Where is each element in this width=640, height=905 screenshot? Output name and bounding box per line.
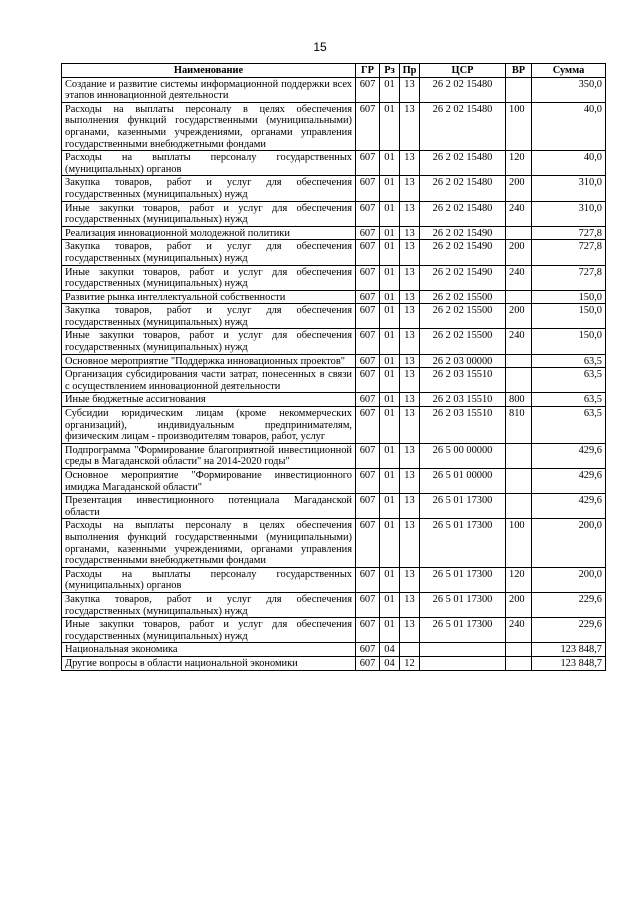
cell-pr: 13 [400, 618, 420, 643]
cell-gr: 607 [356, 290, 380, 304]
cell-rz: 01 [380, 592, 400, 617]
cell-rz: 01 [380, 519, 400, 567]
cell-gr: 607 [356, 643, 380, 657]
table-row [62, 494, 606, 519]
cell-csr: 26 5 01 17300 [420, 567, 506, 592]
table-row [62, 407, 606, 444]
cell-csr: 26 5 01 17300 [420, 519, 506, 567]
cell-sum: 40,0 [532, 102, 606, 150]
cell-csr: 26 2 02 15500 [420, 304, 506, 329]
cell-csr: 26 2 02 15500 [420, 329, 506, 354]
cell-pr: 13 [400, 567, 420, 592]
cell-rz: 01 [380, 494, 400, 519]
cell-gr: 607 [356, 407, 380, 444]
cell-gr: 607 [356, 469, 380, 494]
cell-name: Расходы на выплаты персоналу в целях обеспечения выполнения функций государственными (муниципальными) органами, казенными учреждениями, органами управления государственными внебюджетными фондами [62, 519, 356, 567]
table-row [62, 240, 606, 265]
cell-pr: 13 [400, 469, 420, 494]
cell-name: Иные закупки товаров, работ и услуг для обеспечения государственных (муниципальных) нужд [62, 329, 356, 354]
cell-pr: 13 [400, 519, 420, 567]
cell-csr: 26 5 01 00000 [420, 469, 506, 494]
cell-name: Иные закупки товаров, работ и услуг для обеспечения государственных (муниципальных) нужд [62, 265, 356, 290]
header-gr: ГР [356, 64, 380, 78]
cell-rz: 01 [380, 393, 400, 407]
cell-rz: 01 [380, 618, 400, 643]
cell-gr: 607 [356, 102, 380, 150]
cell-sum: 63,5 [532, 354, 606, 368]
header-name: Наименование [62, 64, 356, 78]
cell-pr [400, 643, 420, 657]
cell-sum: 123 848,7 [532, 656, 606, 670]
cell-vr: 800 [506, 393, 532, 407]
cell-sum: 63,5 [532, 368, 606, 393]
cell-pr: 13 [400, 304, 420, 329]
cell-rz: 04 [380, 656, 400, 670]
cell-name: Иные бюджетные ассигнования [62, 393, 356, 407]
cell-name: Субсидии юридическим лицам (кроме некоммерческих организаций), индивидуальным предпринимателям, физическим лицам - производителям товаров, работ, услуг [62, 407, 356, 444]
cell-vr: 200 [506, 176, 532, 201]
cell-sum: 150,0 [532, 304, 606, 329]
cell-csr: 26 5 00 00000 [420, 443, 506, 468]
cell-rz: 01 [380, 290, 400, 304]
budget-table [61, 63, 606, 671]
cell-vr: 240 [506, 329, 532, 354]
cell-pr: 13 [400, 290, 420, 304]
cell-vr: 100 [506, 102, 532, 150]
cell-sum: 229,6 [532, 618, 606, 643]
table-row [62, 443, 606, 468]
cell-gr: 607 [356, 265, 380, 290]
header-pr: Пр [400, 64, 420, 78]
cell-pr: 13 [400, 393, 420, 407]
table-row [62, 643, 606, 657]
cell-sum: 727,8 [532, 240, 606, 265]
cell-rz: 01 [380, 151, 400, 176]
cell-gr: 607 [356, 494, 380, 519]
cell-vr [506, 368, 532, 393]
cell-name: Расходы на выплаты персоналу в целях обеспечения выполнения функций государственными (муниципальными) органами, казенными учреждениями, органами управления государственными внебюджетными фондами [62, 102, 356, 150]
table-row [62, 469, 606, 494]
table-row [62, 354, 606, 368]
cell-gr: 607 [356, 77, 380, 102]
cell-pr: 13 [400, 329, 420, 354]
cell-csr: 26 2 02 15480 [420, 201, 506, 226]
cell-pr: 13 [400, 77, 420, 102]
cell-gr: 607 [356, 618, 380, 643]
cell-sum: 429,6 [532, 443, 606, 468]
table-row [62, 393, 606, 407]
cell-name: Расходы на выплаты персоналу государственных (муниципальных) органов [62, 151, 356, 176]
cell-vr: 810 [506, 407, 532, 444]
cell-gr: 607 [356, 443, 380, 468]
cell-vr: 120 [506, 567, 532, 592]
cell-csr: 26 2 02 15490 [420, 240, 506, 265]
cell-csr: 26 5 01 17300 [420, 618, 506, 643]
header-csr: ЦСР [420, 64, 506, 78]
cell-gr: 607 [356, 656, 380, 670]
cell-vr: 240 [506, 618, 532, 643]
cell-rz: 01 [380, 354, 400, 368]
table-body [62, 77, 606, 670]
page-number: 15 [313, 40, 327, 54]
cell-rz: 01 [380, 265, 400, 290]
cell-sum: 310,0 [532, 176, 606, 201]
cell-gr: 607 [356, 304, 380, 329]
cell-vr: 120 [506, 151, 532, 176]
cell-rz: 04 [380, 643, 400, 657]
cell-rz: 01 [380, 329, 400, 354]
cell-vr: 240 [506, 265, 532, 290]
cell-pr: 13 [400, 494, 420, 519]
cell-csr [420, 656, 506, 670]
cell-rz: 01 [380, 226, 400, 240]
cell-name: Развитие рынка интеллектуальной собственности [62, 290, 356, 304]
cell-rz: 01 [380, 407, 400, 444]
cell-csr: 26 2 02 15490 [420, 226, 506, 240]
cell-vr [506, 77, 532, 102]
cell-csr: 26 2 02 15500 [420, 290, 506, 304]
header-rz: Рз [380, 64, 400, 78]
cell-rz: 01 [380, 240, 400, 265]
cell-csr: 26 2 02 15480 [420, 176, 506, 201]
cell-sum: 727,8 [532, 265, 606, 290]
cell-sum: 727,8 [532, 226, 606, 240]
table-row [62, 77, 606, 102]
cell-sum: 123 848,7 [532, 643, 606, 657]
cell-name: Организация субсидирования части затрат, понесенных в связи с осуществлением инновационной деятельности [62, 368, 356, 393]
cell-gr: 607 [356, 329, 380, 354]
table-row [62, 592, 606, 617]
cell-sum: 150,0 [532, 329, 606, 354]
header-vr: ВР [506, 64, 532, 78]
table-row [62, 519, 606, 567]
cell-vr [506, 656, 532, 670]
cell-name: Основное мероприятие "Поддержка инновационных проектов" [62, 354, 356, 368]
cell-csr: 26 2 02 15490 [420, 265, 506, 290]
cell-name: Презентация инвестиционного потенциала Магаданской области [62, 494, 356, 519]
cell-name: Иные закупки товаров, работ и услуг для обеспечения государственных (муниципальных) нужд [62, 201, 356, 226]
cell-name: Расходы на выплаты персоналу государственных (муниципальных) органов [62, 567, 356, 592]
table-header-row [62, 64, 606, 78]
table-row [62, 656, 606, 670]
cell-csr: 26 2 02 15480 [420, 102, 506, 150]
cell-sum: 350,0 [532, 77, 606, 102]
table-row [62, 176, 606, 201]
header-sum: Сумма [532, 64, 606, 78]
cell-pr: 13 [400, 407, 420, 444]
cell-name: Подпрограмма "Формирование благоприятной инвестиционной среды в Магаданской области" на 2014-2020 годы" [62, 443, 356, 468]
cell-pr: 13 [400, 240, 420, 265]
cell-gr: 607 [356, 519, 380, 567]
cell-sum: 429,6 [532, 494, 606, 519]
cell-csr: 26 2 02 15480 [420, 77, 506, 102]
cell-name: Реализация инновационной молодежной политики [62, 226, 356, 240]
cell-vr [506, 643, 532, 657]
cell-rz: 01 [380, 201, 400, 226]
table-row [62, 151, 606, 176]
cell-vr [506, 469, 532, 494]
cell-csr: 26 2 03 15510 [420, 407, 506, 444]
cell-name: Другие вопросы в области национальной экономики [62, 656, 356, 670]
cell-csr: 26 5 01 17300 [420, 494, 506, 519]
cell-gr: 607 [356, 151, 380, 176]
cell-csr: 26 2 03 15510 [420, 393, 506, 407]
cell-gr: 607 [356, 226, 380, 240]
cell-name: Закупка товаров, работ и услуг для обеспечения государственных (муниципальных) нужд [62, 240, 356, 265]
cell-gr: 607 [356, 592, 380, 617]
cell-sum: 200,0 [532, 519, 606, 567]
cell-rz: 01 [380, 443, 400, 468]
cell-sum: 63,5 [532, 393, 606, 407]
table-row [62, 226, 606, 240]
cell-rz: 01 [380, 176, 400, 201]
cell-name: Создание и развитие системы информационной поддержки всех этапов инновационной деятельности [62, 77, 356, 102]
cell-gr: 607 [356, 201, 380, 226]
cell-pr: 13 [400, 354, 420, 368]
cell-rz: 01 [380, 567, 400, 592]
cell-pr: 13 [400, 226, 420, 240]
table-row [62, 567, 606, 592]
cell-rz: 01 [380, 469, 400, 494]
cell-sum: 200,0 [532, 567, 606, 592]
table-row [62, 304, 606, 329]
cell-vr: 100 [506, 519, 532, 567]
cell-vr [506, 290, 532, 304]
cell-sum: 63,5 [532, 407, 606, 444]
cell-csr: 26 2 03 00000 [420, 354, 506, 368]
cell-rz: 01 [380, 77, 400, 102]
cell-pr: 13 [400, 176, 420, 201]
cell-name: Основное мероприятие "Формирование инвестиционного имиджа Магаданской области" [62, 469, 356, 494]
cell-name: Закупка товаров, работ и услуг для обеспечения государственных (муниципальных) нужд [62, 176, 356, 201]
cell-name: Национальная экономика [62, 643, 356, 657]
cell-name: Иные закупки товаров, работ и услуг для обеспечения государственных (муниципальных) нужд [62, 618, 356, 643]
cell-pr: 12 [400, 656, 420, 670]
cell-vr [506, 443, 532, 468]
table-row [62, 265, 606, 290]
cell-pr: 13 [400, 443, 420, 468]
cell-gr: 607 [356, 240, 380, 265]
cell-pr: 13 [400, 201, 420, 226]
cell-vr: 200 [506, 240, 532, 265]
cell-gr: 607 [356, 393, 380, 407]
cell-pr: 13 [400, 151, 420, 176]
table-row [62, 102, 606, 150]
cell-rz: 01 [380, 102, 400, 150]
cell-name: Закупка товаров, работ и услуг для обеспечения государственных (муниципальных) нужд [62, 304, 356, 329]
cell-vr [506, 226, 532, 240]
cell-pr: 13 [400, 368, 420, 393]
cell-gr: 607 [356, 368, 380, 393]
cell-sum: 229,6 [532, 592, 606, 617]
cell-rz: 01 [380, 368, 400, 393]
table-row [62, 618, 606, 643]
table-row [62, 329, 606, 354]
cell-gr: 607 [356, 567, 380, 592]
cell-csr: 26 2 02 15480 [420, 151, 506, 176]
cell-gr: 607 [356, 176, 380, 201]
cell-pr: 13 [400, 265, 420, 290]
cell-pr: 13 [400, 592, 420, 617]
cell-vr: 200 [506, 304, 532, 329]
cell-gr: 607 [356, 354, 380, 368]
cell-vr: 240 [506, 201, 532, 226]
cell-sum: 150,0 [532, 290, 606, 304]
cell-vr: 200 [506, 592, 532, 617]
cell-sum: 429,6 [532, 469, 606, 494]
cell-csr: 26 2 03 15510 [420, 368, 506, 393]
cell-sum: 40,0 [532, 151, 606, 176]
cell-rz: 01 [380, 304, 400, 329]
table-row [62, 201, 606, 226]
cell-csr: 26 5 01 17300 [420, 592, 506, 617]
table-row [62, 290, 606, 304]
cell-pr: 13 [400, 102, 420, 150]
cell-csr [420, 643, 506, 657]
cell-name: Закупка товаров, работ и услуг для обеспечения государственных (муниципальных) нужд [62, 592, 356, 617]
table-row [62, 368, 606, 393]
cell-sum: 310,0 [532, 201, 606, 226]
cell-vr [506, 354, 532, 368]
cell-vr [506, 494, 532, 519]
